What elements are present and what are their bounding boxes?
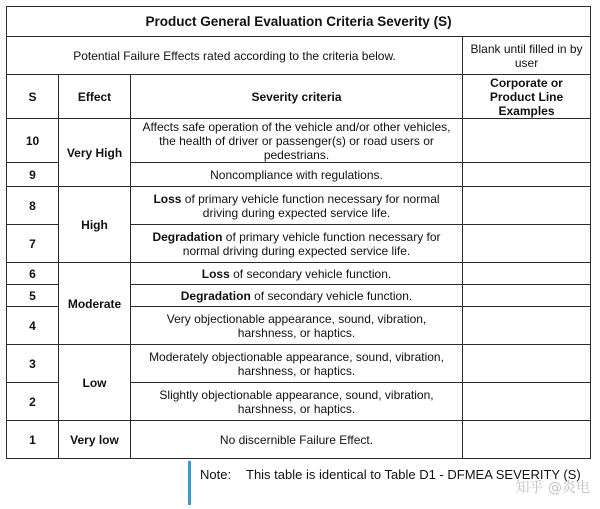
- severity-table: [6, 6, 591, 459]
- blank-note: Blank until filled in by user: [463, 37, 591, 75]
- severity-value: 5: [7, 285, 59, 307]
- severity-criteria: [131, 187, 463, 225]
- examples-cell: [463, 421, 591, 459]
- criteria-text: of primary vehicle function necessary for normal driving during expected service life.: [182, 229, 441, 258]
- severity-criteria: [131, 263, 463, 285]
- severity-value: 10: [7, 119, 59, 163]
- severity-criteria: [131, 163, 463, 187]
- table-title: Product General Evaluation Criteria Severity (S): [7, 7, 591, 37]
- table-row: [7, 421, 591, 459]
- severity-criteria: [131, 225, 463, 263]
- examples-cell: [463, 383, 591, 421]
- examples-cell: [463, 307, 591, 345]
- header-examples: Corporate or Product Line Examples: [463, 75, 591, 119]
- header-criteria: Severity criteria: [131, 75, 463, 119]
- criteria-emphasis: Loss: [201, 266, 230, 281]
- watermark: 知乎 @炎电: [515, 480, 590, 496]
- effect-label: Low: [59, 345, 131, 421]
- criteria-text: Moderately objectionable appearance, sound, vibration, harshness, or haptics.: [149, 349, 444, 378]
- criteria-emphasis: Loss: [153, 191, 182, 206]
- examples-cell: [463, 225, 591, 263]
- severity-criteria: [131, 285, 463, 307]
- severity-value: 6: [7, 263, 59, 285]
- severity-value: 3: [7, 345, 59, 383]
- examples-cell: [463, 345, 591, 383]
- note-label: Note:: [200, 467, 232, 482]
- header-s: S: [7, 75, 59, 119]
- effect-label: High: [59, 187, 131, 263]
- criteria-text: of primary vehicle function necessary for normal driving during expected service life.: [181, 191, 440, 220]
- header-effect: Effect: [59, 75, 131, 119]
- note-text: This table is identical to Table D1 - DFMEA SEVERITY (S): [246, 467, 581, 482]
- criteria-text: Noncompliance with regulations.: [210, 167, 383, 182]
- severity-value: 7: [7, 225, 59, 263]
- criteria-emphasis: Degradation: [180, 288, 251, 303]
- table-row: [7, 345, 591, 383]
- criteria-text: Affects safe operation of the vehicle and/or other vehicles, the health of driver or passenger(s) or road users or pedestrians.: [142, 119, 451, 162]
- severity-value: 1: [7, 421, 59, 459]
- examples-cell: [463, 263, 591, 285]
- severity-value: 9: [7, 163, 59, 187]
- severity-criteria: [131, 307, 463, 345]
- severity-criteria: [131, 345, 463, 383]
- severity-value: 4: [7, 307, 59, 345]
- criteria-text: of secondary vehicle function.: [250, 288, 413, 303]
- effect-label: Very High: [59, 119, 131, 187]
- examples-cell: [463, 187, 591, 225]
- criteria-text: of secondary vehicle function.: [229, 266, 392, 281]
- examples-cell: [463, 119, 591, 163]
- severity-value: 8: [7, 187, 59, 225]
- severity-criteria: [131, 383, 463, 421]
- table-row: [7, 187, 591, 225]
- examples-cell: [463, 285, 591, 307]
- criteria-text: No discernible Failure Effect.: [219, 432, 374, 447]
- severity-value: 2: [7, 383, 59, 421]
- severity-criteria: [131, 421, 463, 459]
- effect-label: Very low: [59, 421, 131, 459]
- table-row: [7, 119, 591, 163]
- table-subtitle: Potential Failure Effects rated according to the criteria below.: [7, 37, 463, 75]
- examples-cell: [463, 163, 591, 187]
- criteria-text: Slightly objectionable appearance, sound, vibration, harshness, or haptics.: [159, 387, 434, 416]
- severity-criteria: [131, 119, 463, 163]
- effect-label: Moderate: [59, 263, 131, 345]
- criteria-text: Very objectionable appearance, sound, vibration, harshness, or haptics.: [166, 311, 427, 340]
- note-accent-bar: [188, 461, 191, 505]
- criteria-emphasis: Degradation: [152, 229, 223, 244]
- table-row: [7, 263, 591, 285]
